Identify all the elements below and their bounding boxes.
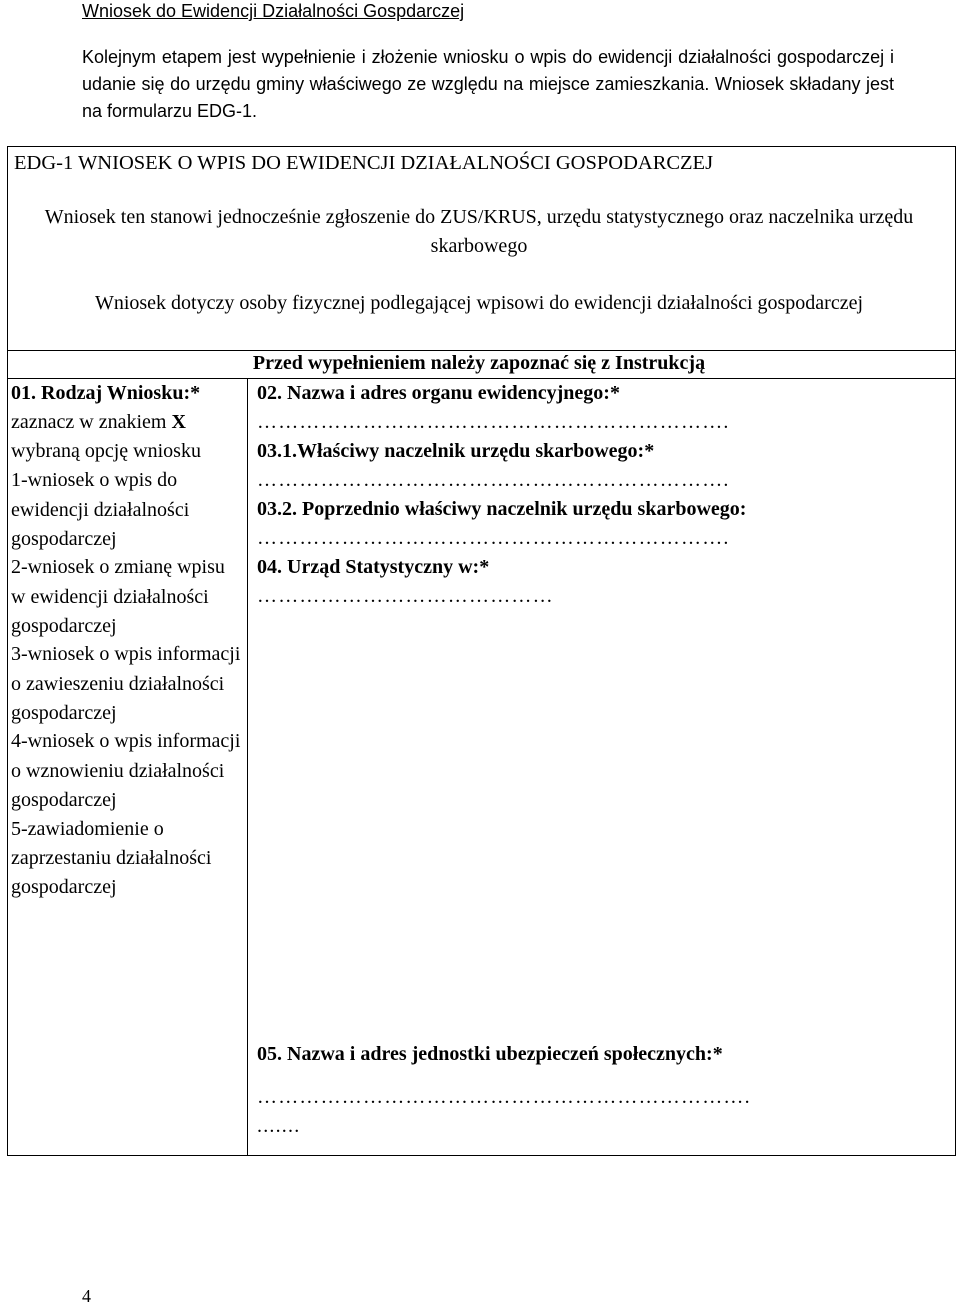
field-02-input[interactable]: ………………………………………………………….: [257, 411, 730, 433]
field-01-application-type: [11, 379, 243, 902]
field-04-input[interactable]: ……………………………………: [257, 585, 554, 607]
field-02-label: 02. Nazwa i adres organu ewidencyjnego:*: [257, 382, 620, 404]
column-divider: [247, 378, 248, 1156]
form-notice-zus: Wniosek ten stanowi jednocześnie zgłoszenie do ZUS/KRUS, urzędu statystycznego oraz naczelnika urzędu skarbowego: [44, 206, 914, 257]
field-05-input-cont[interactable]: .......: [257, 1115, 301, 1137]
field-031-label: 03.1.Właściwy naczelnik urzędu skarbowego:*: [257, 440, 655, 462]
option-number: 4: [11, 730, 21, 753]
form-notice-person: Wniosek dotyczy osoby fizycznej podlegającej wpisowi do ewidencji działalności gospodarczej: [94, 292, 864, 314]
field-01-hint-mid: znakiem: [98, 410, 167, 433]
page-number: 4: [82, 1286, 91, 1306]
option-4[interactable]: [11, 727, 243, 814]
option-text: -wniosek o zmianę wpisu w ewidencji działalności gospodarczej: [11, 556, 225, 637]
field-01-mark: X: [171, 410, 186, 433]
form-instruction-note: Przed wypełnieniem należy zapoznać się z Instrukcją: [252, 352, 706, 374]
field-05-input[interactable]: …………………………………………………………….: [257, 1086, 751, 1108]
form-title: EDG-1 WNIOSEK O WPIS DO EWIDENCJI DZIAŁALNOŚCI GOSPODARCZEJ: [14, 152, 714, 174]
option-text: -wniosek o wpis do ewidencji działalności gospodarczej: [11, 469, 190, 550]
fields-02-04: [257, 379, 947, 611]
field-032-input[interactable]: ………………………………………………………….: [257, 527, 730, 549]
field-01-label: 01. Rodzaj Wniosku:*: [11, 382, 201, 404]
section-heading: Wniosek do Ewidencji Działalności Gospdarczej: [82, 1, 465, 21]
option-3[interactable]: [11, 640, 243, 727]
field-05-label: 05. Nazwa i adres jednostki ubezpieczeń społecznych:*: [257, 1043, 723, 1065]
option-5[interactable]: [11, 815, 243, 902]
field-032-label: 03.2. Poprzednio właściwy naczelnik urzędu skarbowego:: [257, 498, 747, 520]
option-text: -wniosek o wpis informacji o zawieszeniu działalności gospodarczej: [11, 643, 241, 724]
field-04-label: 04. Urząd Statystyczny w:*: [257, 556, 490, 578]
field-01-hint-suffix: wybraną opcję wniosku: [11, 440, 201, 463]
option-1[interactable]: [11, 466, 243, 553]
option-text: -wniosek o wpis informacji o wznowieniu działalności gospodarczej: [11, 730, 241, 811]
intro-paragraph: Kolejnym etapem jest wypełnienie i złożenie wniosku o wpis do ewidencji działalności gospodarczej i udanie się do urzędu gminy właściwego ze względu na miejsce zamieszkania. Wniosek składany jest na formularzu EDG-1.: [82, 47, 894, 121]
field-031-input[interactable]: ………………………………………………………….: [257, 469, 730, 491]
option-2[interactable]: [11, 553, 243, 640]
field-01-hint-prefix: zaznacz w: [11, 410, 94, 433]
option-number: 3: [11, 643, 21, 666]
option-number: 5: [11, 817, 21, 840]
option-number: 1: [11, 469, 21, 492]
field-05: [257, 1040, 947, 1141]
option-text: -zawiadomienie o zaprzestaniu działalności gospodarczej: [11, 817, 212, 898]
option-number: 2: [11, 556, 21, 579]
